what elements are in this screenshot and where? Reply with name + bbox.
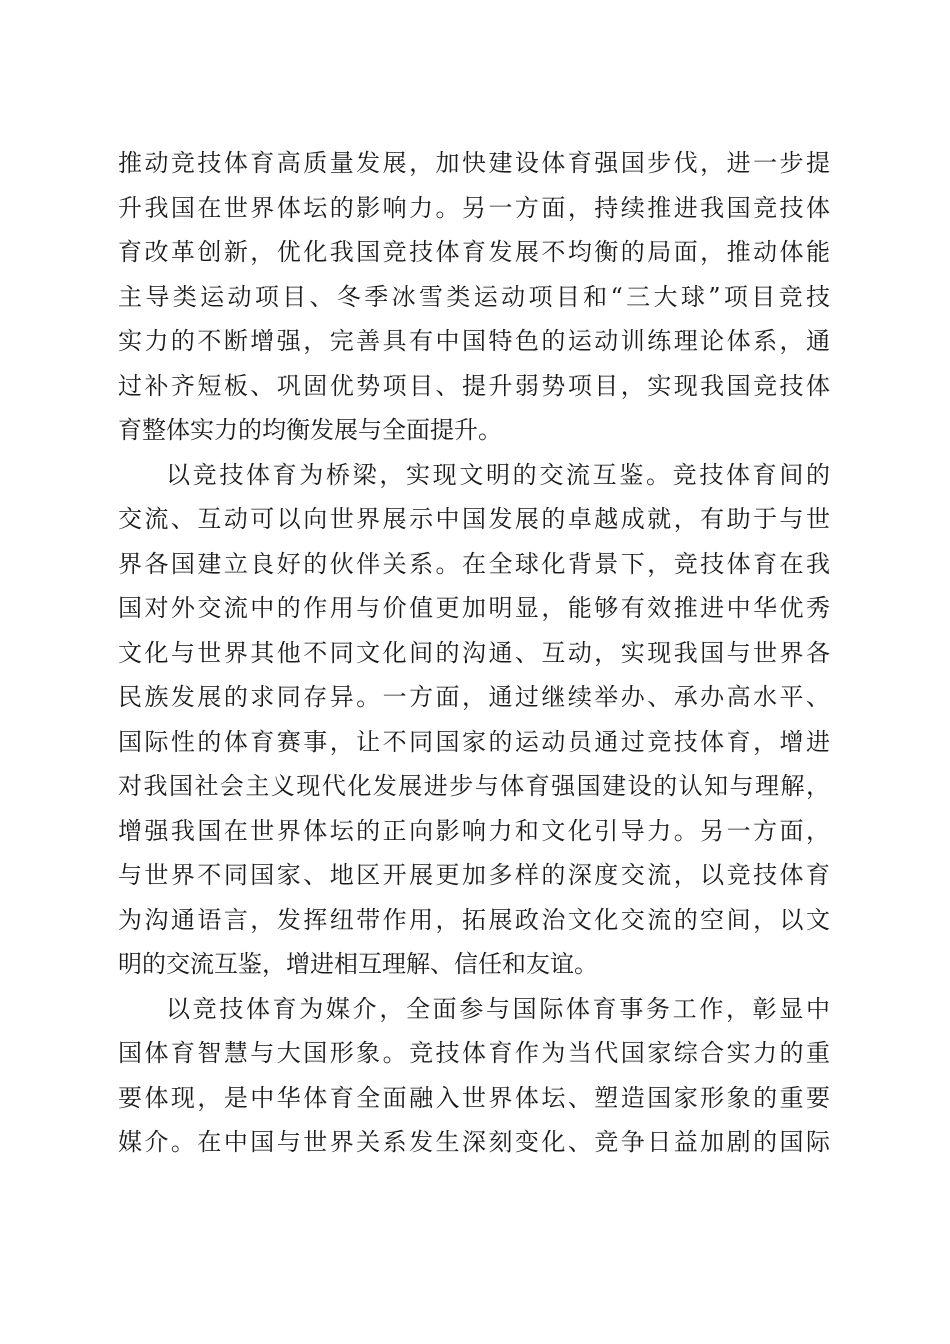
- body-text: [118, 141, 830, 1165]
- text-line: 为沟通语言，发挥纽带作用，拓展政治文化交流的空间，以文: [118, 905, 830, 934]
- text-line: 界各国建立良好的伙伴关系。在全球化背景下，竞技体育在我: [118, 549, 830, 578]
- text-line: 推动竞技体育高质量发展，加快建设体育强国步伐，进一步提: [118, 149, 830, 177]
- text-line: 国际性的体育赛事，让不同国家的运动员通过竞技体育，增进: [118, 727, 830, 756]
- text-line: 以竞技体育为桥梁，实现文明的交流互鉴。竞技体育间的: [166, 460, 830, 489]
- text-line: 增强我国在世界体坛的正向影响力和文化引导力。另一方面，: [118, 816, 830, 845]
- paragraph-3: [118, 987, 830, 1165]
- text-line: 以竞技体育为媒介，全面参与国际体育事务工作，彰显中: [166, 994, 830, 1023]
- text-line: 媒介。在中国与世界关系发生深刻变化、竞争日益加剧的国际: [118, 1128, 830, 1156]
- text-line: 与世界不同国家、地区开展更加多样的深度交流，以竞技体育: [118, 861, 830, 889]
- text-line: 国体育智慧与大国形象。竞技体育作为当代国家综合实力的重: [118, 1039, 830, 1067]
- text-line: 主导类运动项目、冬季冰雪类运动项目和“三大球”项目竞技: [118, 282, 830, 311]
- text-line: 育改革创新，优化我国竞技体育发展不均衡的局面，推动体能: [118, 238, 830, 266]
- text-line: 育整体实力的均衡发展与全面提升。: [118, 416, 502, 444]
- text-line: 民族发展的求同存异。一方面，通过继续举办、承办高水平、: [118, 683, 830, 711]
- text-line: 国对外交流中的作用与价值更加明显，能够有效推进中华优秀: [118, 594, 830, 622]
- text-line: 文化与世界其他不同文化间的沟通、互动，实现我国与世界各: [118, 638, 830, 667]
- text-line: 升我国在世界体坛的影响力。另一方面，持续推进我国竞技体: [118, 193, 830, 222]
- text-line: 交流、互动可以向世界展示中国发展的卓越成就，有助于与世: [118, 505, 830, 533]
- text-line: 明的交流互鉴，增进相互理解、信任和友谊。: [118, 950, 598, 978]
- text-line: 对我国社会主义现代化发展进步与体育强国建设的认知与理解，: [118, 772, 830, 800]
- paragraph-2: [118, 453, 830, 987]
- paragraph-1: [118, 141, 830, 453]
- text-line: 要体现，是中华体育全面融入世界体坛、塑造国家形象的重要: [118, 1083, 830, 1112]
- text-line: 过补齐短板、巩固优势项目、提升弱势项目，实现我国竞技体: [118, 371, 830, 400]
- text-line: 实力的不断增强，完善具有中国特色的运动训练理论体系，通: [118, 327, 830, 355]
